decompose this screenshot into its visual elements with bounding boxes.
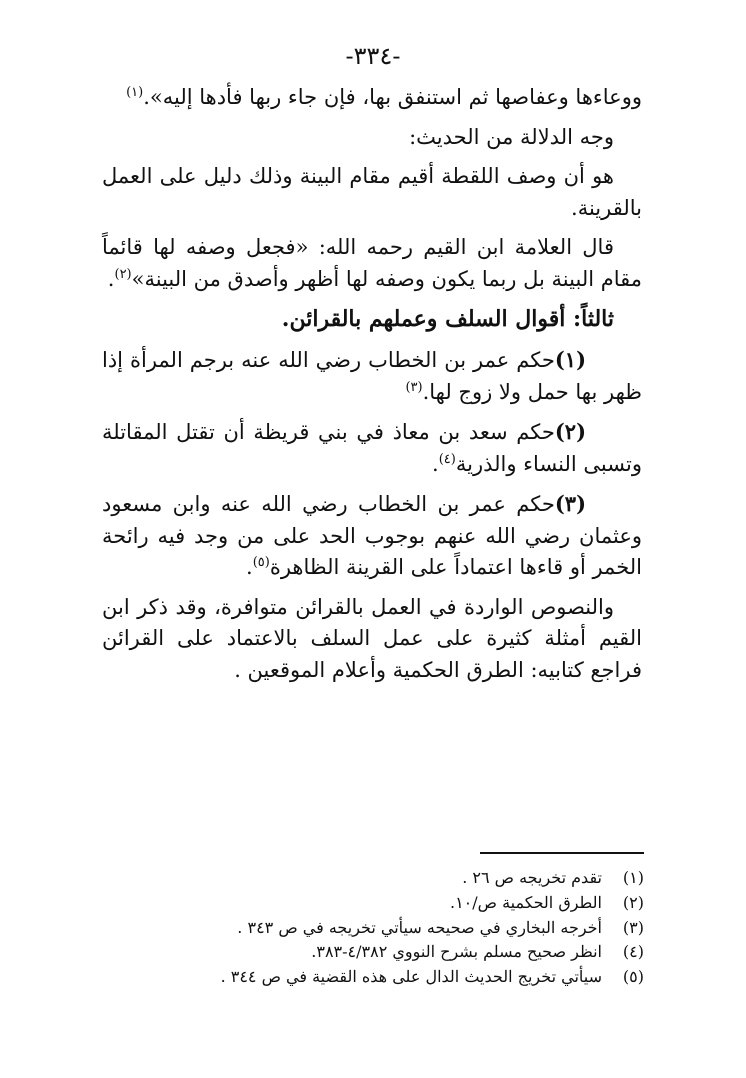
footnote-text: سيأتي تخريج الحديث الدال على هذه القضية في ص ٣٤٤ . bbox=[220, 967, 602, 987]
footnote-number: (٥) bbox=[622, 967, 644, 987]
list-item-number: (٣) bbox=[554, 491, 586, 516]
list-item bbox=[102, 488, 642, 584]
footnote-text: الطرق الحكمية ص/١٠. bbox=[449, 892, 602, 912]
paragraph-evidence-heading: وجه الدلالة من الحديث: bbox=[409, 124, 614, 149]
list-item bbox=[102, 344, 642, 408]
footnote-text: انظر صحيح مسلم بشرح النووي ٤/٣٨٢-٣٨٣. bbox=[311, 942, 602, 962]
footnote-ref: (٤) bbox=[438, 451, 456, 467]
footnote-text: تقدم تخريجه ص ٢٦ . bbox=[462, 868, 602, 887]
footnote bbox=[104, 940, 644, 965]
main-text bbox=[102, 82, 642, 694]
footnote-number: (٣) bbox=[622, 917, 644, 937]
list-item-text: حكم عمر بن الخطاب رضي الله عنه برجم المرأة إذا ظهر بها حمل ولا زوج لها. bbox=[102, 348, 642, 404]
list-item-text: حكم سعد بن معاذ في بني قريظة أن تقتل المقاتلة وتسبى النساء والذرية bbox=[102, 420, 642, 476]
footnote bbox=[104, 965, 644, 990]
paragraph-text: ووعاءها وعفاصها ثم استنفق بها، فإن جاء ربها فأدها إليه». bbox=[143, 85, 642, 109]
list-item-end: . bbox=[432, 451, 439, 476]
list-item bbox=[102, 416, 642, 480]
section-heading: ثالثاً: أقوال السلف وعملهم بالقرائن. bbox=[281, 306, 614, 332]
footnote-ref: (٢) bbox=[114, 266, 132, 282]
footnote-number: (١) bbox=[622, 868, 644, 887]
footnotes bbox=[104, 866, 644, 990]
footnote bbox=[104, 891, 644, 916]
list-item-number: (٢) bbox=[554, 419, 586, 444]
page-number: -٣٣٤- bbox=[345, 42, 401, 70]
paragraph-text: قال العلامة ابن القيم رحمه الله: «فجعل وصفه لها قائماً مقام البينة بل ربما يكون وصفه لها أظهر وأصدق من البينة» bbox=[102, 235, 642, 291]
paragraph-ibn-qayyim-quote bbox=[102, 232, 642, 295]
footnote bbox=[104, 866, 644, 891]
paragraph-end: . bbox=[107, 266, 115, 291]
paragraph-conclusion: والنصوص الواردة في العمل بالقرائن متوافرة، وقد ذكر ابن القيم أمثلة كثيرة على عمل السلف بالاعتماد على القرائن فراجع كتابيه: الطرق الحكمية وأعلام الموقعين . bbox=[102, 594, 642, 682]
paragraph-evidence: هو أن وصف اللقطة أقيم مقام البينة وذلك دليل على العمل بالقرينة. bbox=[102, 164, 642, 220]
footnote-ref: (٣) bbox=[405, 379, 423, 395]
footnote-text: أخرجه البخاري في صحيحه سيأتي تخريجه في ص ٣٤٣ . bbox=[237, 917, 602, 937]
footnote-number: (٢) bbox=[622, 892, 644, 912]
footnote-ref: (١) bbox=[126, 85, 144, 100]
list-item-number: (١) bbox=[554, 347, 586, 372]
footnote-number: (٤) bbox=[622, 942, 644, 962]
paragraph-hadith-end bbox=[102, 82, 642, 114]
list-item-text: حكم عمر بن الخطاب رضي الله عنه وابن مسعود وعثمان رضي الله عنهم بوجوب الحد على من وجد فيه رائحة الخمر أو قاءها اعتماداً على القرينة الظاهرة bbox=[102, 492, 642, 579]
footnote-divider bbox=[480, 852, 644, 854]
footnote bbox=[104, 916, 644, 941]
list-item-end: . bbox=[246, 555, 253, 579]
footnote-ref: (٥) bbox=[252, 555, 270, 570]
